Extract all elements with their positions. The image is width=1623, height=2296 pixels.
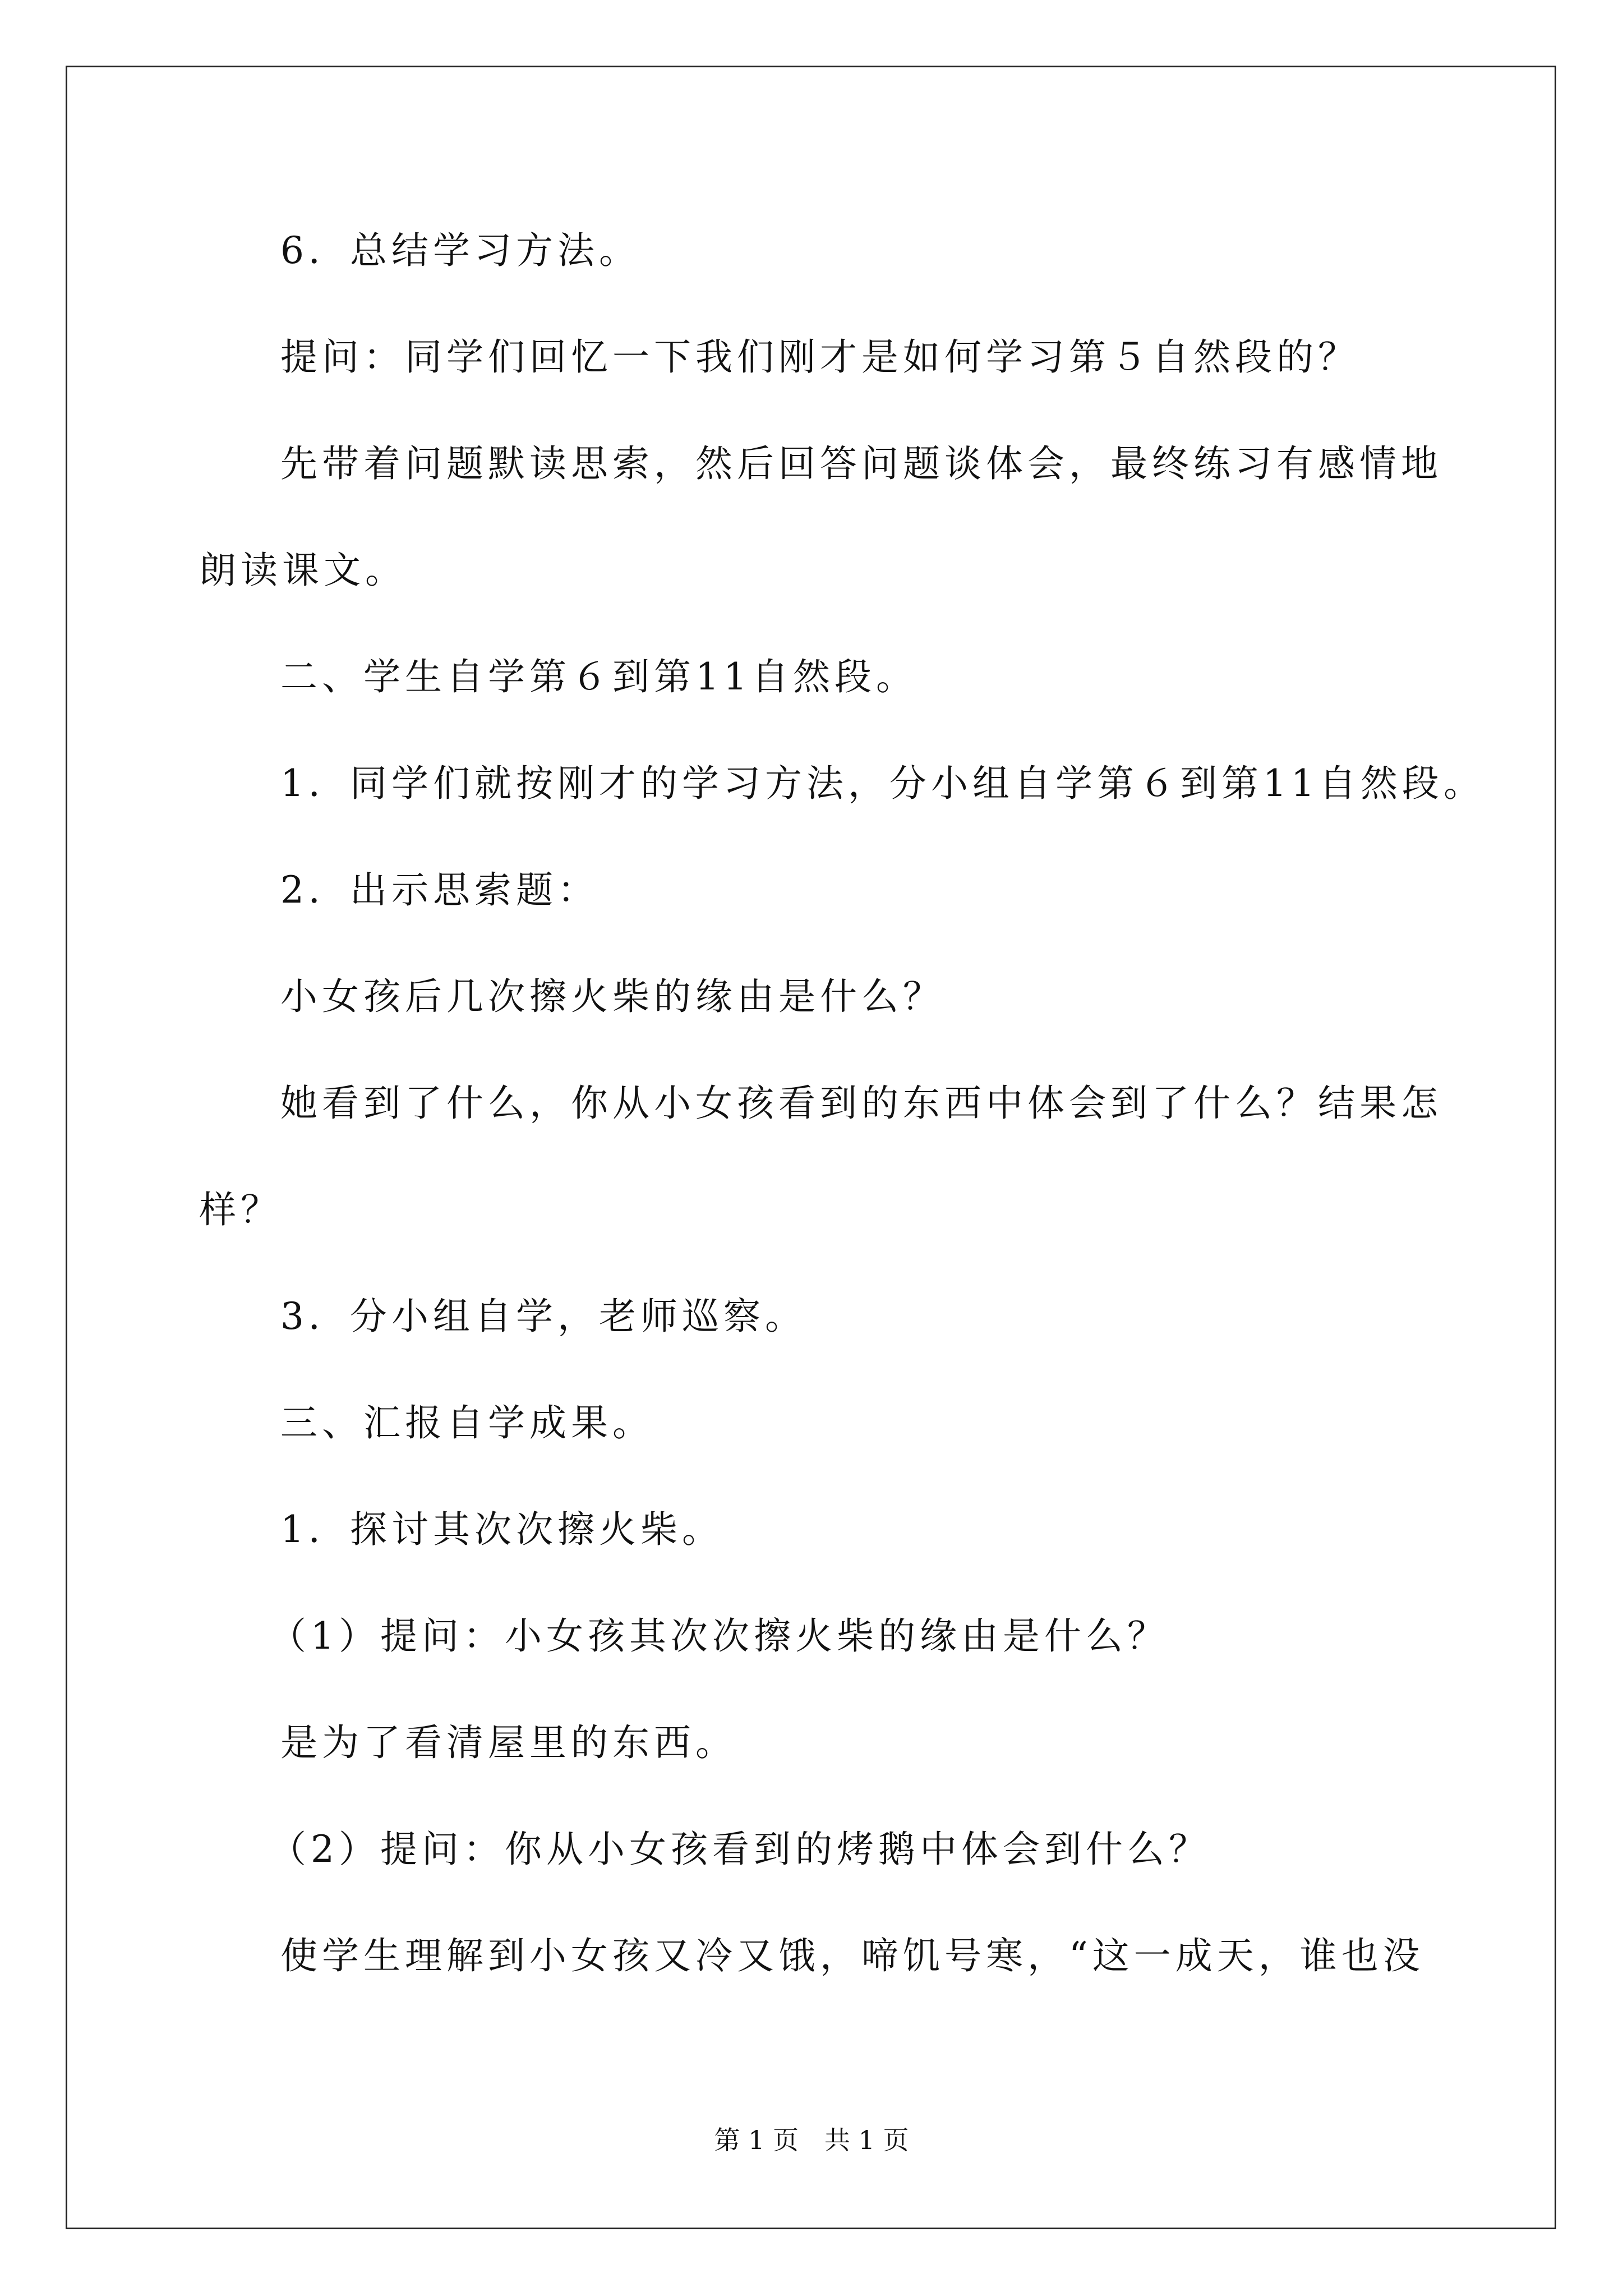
paragraph-line-16: （2）提问：你从小女孩看到的烤鹅中体会到什么？	[269, 1828, 1210, 1871]
paragraph-line-6: 1．同学们就按刚才的学习方法，分小组自学第６到第11自然段。	[280, 762, 1485, 805]
page-border	[66, 66, 1556, 2229]
page-footer: 第 1 页 共 1 页	[714, 2125, 909, 2155]
paragraph-line-4: 朗读课文。	[199, 549, 407, 592]
paragraph-line-11: 3．分小组自学，老师巡察。	[280, 1295, 806, 1338]
paragraph-line-12: 三、汇报自学成果。	[280, 1401, 654, 1444]
paragraph-line-14: （1）提问：小女孩其次次擦火柴的缘由是什么？	[269, 1614, 1169, 1658]
paragraph-line-1: 6．总结学习方法。	[280, 229, 640, 272]
paragraph-line-7: 2．出示思索题：	[280, 868, 599, 912]
paragraph-line-15: 是为了看清屋里的东西。	[280, 1721, 737, 1764]
paragraph-line-17: 使学生理解到小女孩又冷又饿，啼饥号寒，“这一成天，谁也没	[280, 1934, 1424, 1977]
paragraph-line-9: 她看到了什么，你从小女孩看到的东西中体会到了什么？结果怎	[280, 1082, 1442, 1125]
paragraph-line-2: 提问：同学们回忆一下我们刚才是如何学习第５自然段的？	[280, 335, 1359, 379]
paragraph-line-10: 样？	[199, 1188, 282, 1231]
paragraph-line-13: 1．探讨其次次擦火柴。	[280, 1508, 723, 1551]
paragraph-line-3: 先带着问题默读思索，然后回答问题谈体会，最终练习有感情地	[280, 442, 1442, 485]
paragraph-line-8: 小女孩后几次擦火柴的缘由是什么？	[280, 975, 944, 1018]
paragraph-line-5: 二、学生自学第６到第11自然段。	[280, 655, 917, 698]
